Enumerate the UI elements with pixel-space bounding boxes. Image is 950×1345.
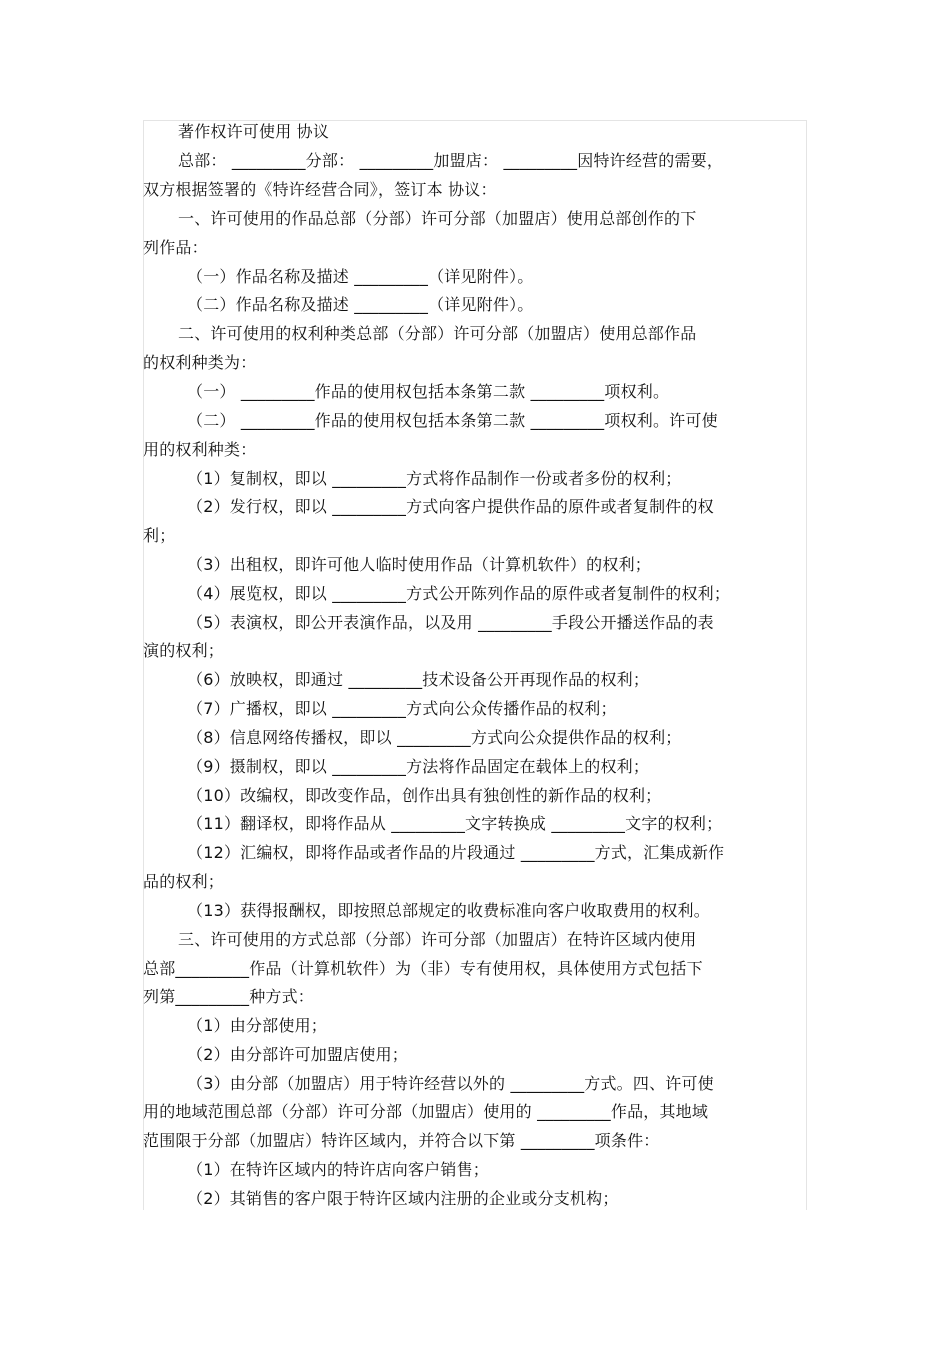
right-broadcast: （7）广播权，即以 _________方式向公众传播作品的权利； xyxy=(187,699,617,718)
rights-item-2-cont: 用的权利种类： xyxy=(143,440,257,459)
right-adaptation: （10）改编权，即改变作品，创作出具有独创性的新作品的权利； xyxy=(187,786,662,805)
parties-line: 总部： _________分部： _________加盟店： _________因特许经营的需要， xyxy=(178,151,724,170)
right-performance-cont: 演的权利； xyxy=(143,641,225,660)
work-item-1: （一）作品名称及描述 _________（详见附件）。 xyxy=(187,267,534,286)
territory-condition-2: （2）其销售的客户限于特许区域内注册的企业或分支机构； xyxy=(187,1189,619,1208)
rights-item-1: （一） _________作品的使用权包括本条第二款 _________项权利。 xyxy=(187,382,670,401)
rights-item-2: （二） _________作品的使用权包括本条第二款 _________项权利。许可使 xyxy=(187,411,718,430)
usage-mode-2: （2）由分部许可加盟店使用； xyxy=(187,1045,408,1064)
right-network: （8）信息网络传播权，即以 _________方式向公众提供作品的权利； xyxy=(187,728,682,747)
right-exhibition: （4）展览权，即以 _________方式公开陈列作品的原件或者复制件的权利； xyxy=(187,584,731,603)
right-remuneration: （13）获得报酬权，即按照总部规定的收费标准向客户收取费用的权利。 xyxy=(187,901,710,920)
work-item-2: （二）作品名称及描述 _________（详见附件）。 xyxy=(187,295,534,314)
right-compilation: （12）汇编权，即将作品或者作品的片段通过 _________方式，汇集成新作 xyxy=(187,843,725,862)
right-performance: （5）表演权，即公开表演作品，以及用 _________手段公开播送作品的表 xyxy=(187,613,714,632)
right-filming: （9）摄制权，即以 _________方法将作品固定在载体上的权利； xyxy=(187,757,650,776)
right-distribution: （2）发行权，即以 _________方式向客户提供作品的原件或者复制件的权 xyxy=(187,497,714,516)
right-distribution-cont: 利； xyxy=(143,526,176,545)
right-screening: （6）放映权，即通过 _________技术设备公开再现作品的权利； xyxy=(187,670,650,689)
section-3-heading-cont-2: 列第_________种方式： xyxy=(143,987,315,1006)
territory-condition-1: （1）在特许区域内的特许店向客户销售； xyxy=(187,1160,489,1179)
right-rental: （3）出租权，即许可他人临时使用作品（计算机软件）的权利； xyxy=(187,555,651,574)
section-2-heading-cont: 的权利种类为： xyxy=(143,353,257,372)
section-3-heading: 三、许可使用的方式总部（分部）许可分部（加盟店）在特许区域内使用 xyxy=(178,930,697,949)
section-4-heading: 用的地域范围总部（分部）许可分部（加盟店）使用的 _________作品，其地域 xyxy=(143,1102,709,1121)
section-1-heading-cont: 列作品： xyxy=(143,238,208,257)
right-copy: （1）复制权，即以 _________方式将作品制作一份或者多份的权利； xyxy=(187,469,682,488)
right-translation: （11）翻译权，即将作品从 _________文字转换成 _________文字的权利； xyxy=(187,814,723,833)
preamble-line: 双方根据签署的《特许经营合同》，签订本 协议： xyxy=(143,180,497,199)
section-2-heading: 二、许可使用的权利种类总部（分部）许可分部（加盟店）使用总部作品 xyxy=(178,324,697,343)
section-3-heading-cont: 总部_________作品（计算机软件）为（非）专有使用权，具体使用方式包括下 xyxy=(143,959,703,978)
section-1-heading: 一、许可使用的作品总部（分部）许可分部（加盟店）使用总部创作的下 xyxy=(178,209,697,228)
section-4-heading-cont: 范围限于分部（加盟店）特许区域内，并符合以下第 _________项条件： xyxy=(143,1131,660,1150)
usage-mode-3: （3）由分部（加盟店）用于特许经营以外的 _________方式。四、许可使 xyxy=(187,1074,714,1093)
document-title: 著作权许可使用 协议 xyxy=(178,122,330,141)
right-compilation-cont: 品的权利； xyxy=(143,872,225,891)
usage-mode-1: （1）由分部使用； xyxy=(187,1016,327,1035)
